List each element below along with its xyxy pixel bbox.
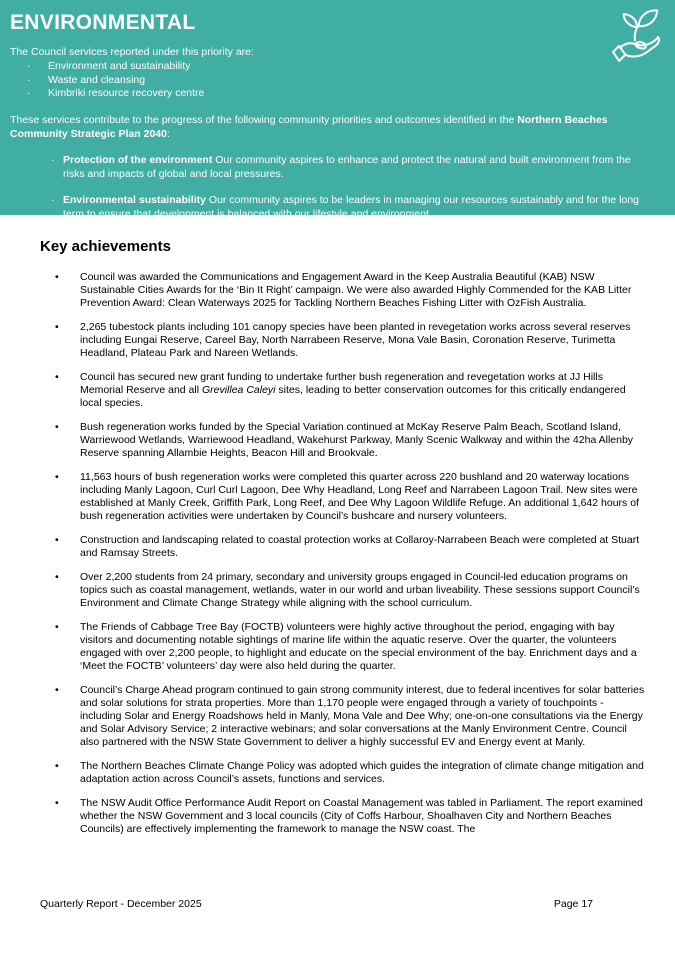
achievement-text — [80, 534, 645, 560]
achievement-item — [40, 760, 645, 786]
footer-report-title: Quarterly Report - December 2025 — [40, 898, 202, 910]
achievement-item — [40, 421, 645, 460]
priorities-list — [10, 153, 665, 221]
service-item — [25, 74, 665, 88]
priority-description: Our community aspires to be leaders in managing our resources sustainably and for the long term to ensure that development is balanced with our lifestyle and environment. — [63, 193, 640, 220]
achievement-item — [40, 471, 645, 523]
priority-text — [63, 153, 651, 181]
hand-holding-plant-icon — [603, 6, 669, 68]
bullet-dot: · — [51, 193, 55, 206]
bullet-dot: • — [55, 684, 59, 696]
priority-lead: Environmental sustainability — [63, 193, 206, 206]
text-segment: The NSW Audit Office Performance Audit Report on Coastal Management was tabled in Parliament. The report examined whether the NSW Government and 3 local councils (City of Coffs Harbour, Shoalhaven City and Northern Beaches Councils) are effectively implementing the framework to manage the NSW coast. The — [80, 797, 643, 835]
priority-description: Our community aspires to enhance and protect the natural and built environment from the risks and impacts of global and local pressures. — [63, 153, 631, 180]
service-item — [25, 60, 665, 74]
main-content — [0, 215, 675, 836]
bullet-dot: • — [55, 471, 59, 483]
achievement-item — [40, 621, 645, 673]
bullet-dot: · — [27, 60, 31, 72]
achievement-text — [80, 797, 645, 836]
bullet-dot: • — [55, 421, 59, 433]
achievement-text — [80, 684, 645, 749]
achievement-text — [80, 321, 645, 360]
bullet-dot: • — [55, 371, 59, 383]
text-segment: Council was awarded the Communications and Engagement Award in the Keep Australia Beautiful (KAB) NSW Sustainable Cities Awards for the ‘Bin It Right’ campaign. We were also awarded Highly Commended for the KAB Litter Prevention Award: Clean Waterways 2025 for Tackling Northern Beaches Fishing Litter with OzFish Australia. — [80, 271, 632, 309]
bullet-dot: · — [51, 153, 55, 166]
achievement-text — [80, 421, 645, 460]
text-segment: Northern Beaches Community Strategic Plan 2040 — [10, 113, 608, 140]
achievement-item — [40, 571, 645, 610]
text-segment: Council has secured new grant funding to undertake further bush regeneration and revegetation works at JJ Hills Memorial Reserve and all — [80, 371, 603, 396]
achievement-text — [80, 621, 645, 673]
text-segment: The Northern Beaches Climate Change Policy was adopted which guides the integration of climate change mitigation and adaptation action across Council’s assets, functions and services. — [80, 760, 644, 785]
achievement-text — [80, 571, 645, 610]
achievement-item — [40, 534, 645, 560]
text-segment: 2,265 tubestock plants including 101 canopy species have been planted in revegetation works across several reserves including Eungai Reserve, Careel Bay, North Narrabeen Reserve, Mona Vale Basin, Coronation Reserve, Turimetta Headland, Plateau Park and Nareen Wetlands. — [80, 321, 631, 359]
bullet-dot: • — [55, 571, 59, 583]
text-segment: Grevillea Caleyi — [201, 384, 276, 396]
environmental-banner — [0, 0, 675, 220]
achievements-list — [40, 271, 645, 836]
section-heading: Key achievements — [40, 238, 171, 255]
bullet-dot: · — [27, 73, 31, 86]
achievement-text — [80, 760, 645, 786]
bullet-dot: • — [55, 321, 59, 333]
service-item — [25, 87, 665, 101]
priority-item — [49, 153, 665, 181]
achievement-text — [80, 371, 645, 410]
bullet-dot: · — [27, 87, 31, 99]
contribute-paragraph — [10, 113, 665, 141]
service-label: Environment and sustainability — [48, 60, 191, 72]
achievement-text — [80, 471, 645, 523]
text-segment: Over 2,200 students from 24 primary, secondary and university groups engaged in Council-led education programs on topics such as coastal management, wetlands, water in our world and urban liveability. These sessions support Council’s Environment and Climate Change Strategy while aligning with the school curriculum. — [80, 571, 640, 609]
bullet-dot: • — [55, 534, 59, 546]
text-segment: The Friends of Cabbage Tree Bay (FOCTB) volunteers were highly active throughout the period, engaging with bay visitors and documenting notable sightings of marine life within the aquatic reserve. Over the quarter, the volunteers engaged with over 2,200 people, to highlight and educate on the special environment of the bay. Enrichment days and a ‘Meet the FOCTB’ volunteers’ day were also held during the quarter. — [80, 621, 637, 672]
priority-lead: Protection of the environment — [63, 153, 213, 166]
priority-item — [49, 193, 665, 221]
bullet-dot: • — [55, 621, 59, 633]
bullet-dot: • — [55, 797, 59, 809]
text-segment: Bush regeneration works funded by the Special Variation continued at McKay Reserve Palm Beach, Scotland Island, Warriewood Wetlands, Warriewood Headland, Wakehurst Parkway, Manly Scenic Walkway and within the 42ha Allenby Reserve spanning Allambie Heights, Beacon Hill and Brookvale. — [80, 421, 634, 459]
achievement-item — [40, 371, 645, 410]
page-footer — [40, 898, 593, 910]
achievement-item — [40, 321, 645, 360]
services-list — [10, 60, 665, 101]
banner-intro: The Council services reported under this priority are: — [10, 46, 254, 58]
priority-text — [63, 193, 651, 221]
bullet-dot: • — [55, 760, 59, 772]
service-label: Kimbriki resource recovery centre — [48, 87, 205, 99]
achievement-item — [40, 271, 645, 310]
text-segment: Council’s Charge Ahead program continued to gain strong community interest, due to federal incentives for solar batteries and solar solutions for strata properties. More than 1,170 people were engaged through a variety of touchpoints - including Solar and Energy Roadshows held in Manly, Mona Vale and Dee Why; one-on-one consultations via the Energy and Solar Advisory Service; 2 interactive webinars; and solar conversations at the Manly Environment Centre. Council also partnered with the NSW State Government to deliver a highly successful EV and Energy event at Manly. — [80, 684, 645, 748]
text-segment: sites, leading to better conservation outcomes for this critically endangered local species. — [80, 384, 626, 409]
service-label: Waste and cleansing — [48, 73, 146, 86]
footer-page-number: Page 17 — [553, 898, 593, 910]
bullet-dot: • — [55, 271, 59, 283]
text-segment: : — [166, 127, 170, 140]
text-segment: Construction and landscaping related to coastal protection works at Collaroy-Narrabeen Beach were completed at Stuart and Ramsay Streets. — [80, 534, 640, 559]
achievement-item — [40, 797, 645, 836]
text-segment: 11,563 hours of bush regeneration works were completed this quarter across 220 bushland and 20 waterway locations including Manly Lagoon, Curl Curl Lagoon, Dee Why Headland, Long Reef and Narrabeen Lagoon Trail. New sites were established at Manly Creek, Griffith Park, Long Reef, and Dee Why Lagoon Wildlife Refuge. An additional 1,642 hours of bush regeneration activities were undertaken by Council’s bushcare and nursery volunteers. — [80, 471, 639, 522]
page-title: ENVIRONMENTAL — [10, 11, 196, 34]
text-segment: These services contribute to the progress of the following community priorities and outcomes identified in the — [10, 113, 518, 126]
achievement-text — [80, 271, 645, 310]
achievement-item — [40, 684, 645, 749]
